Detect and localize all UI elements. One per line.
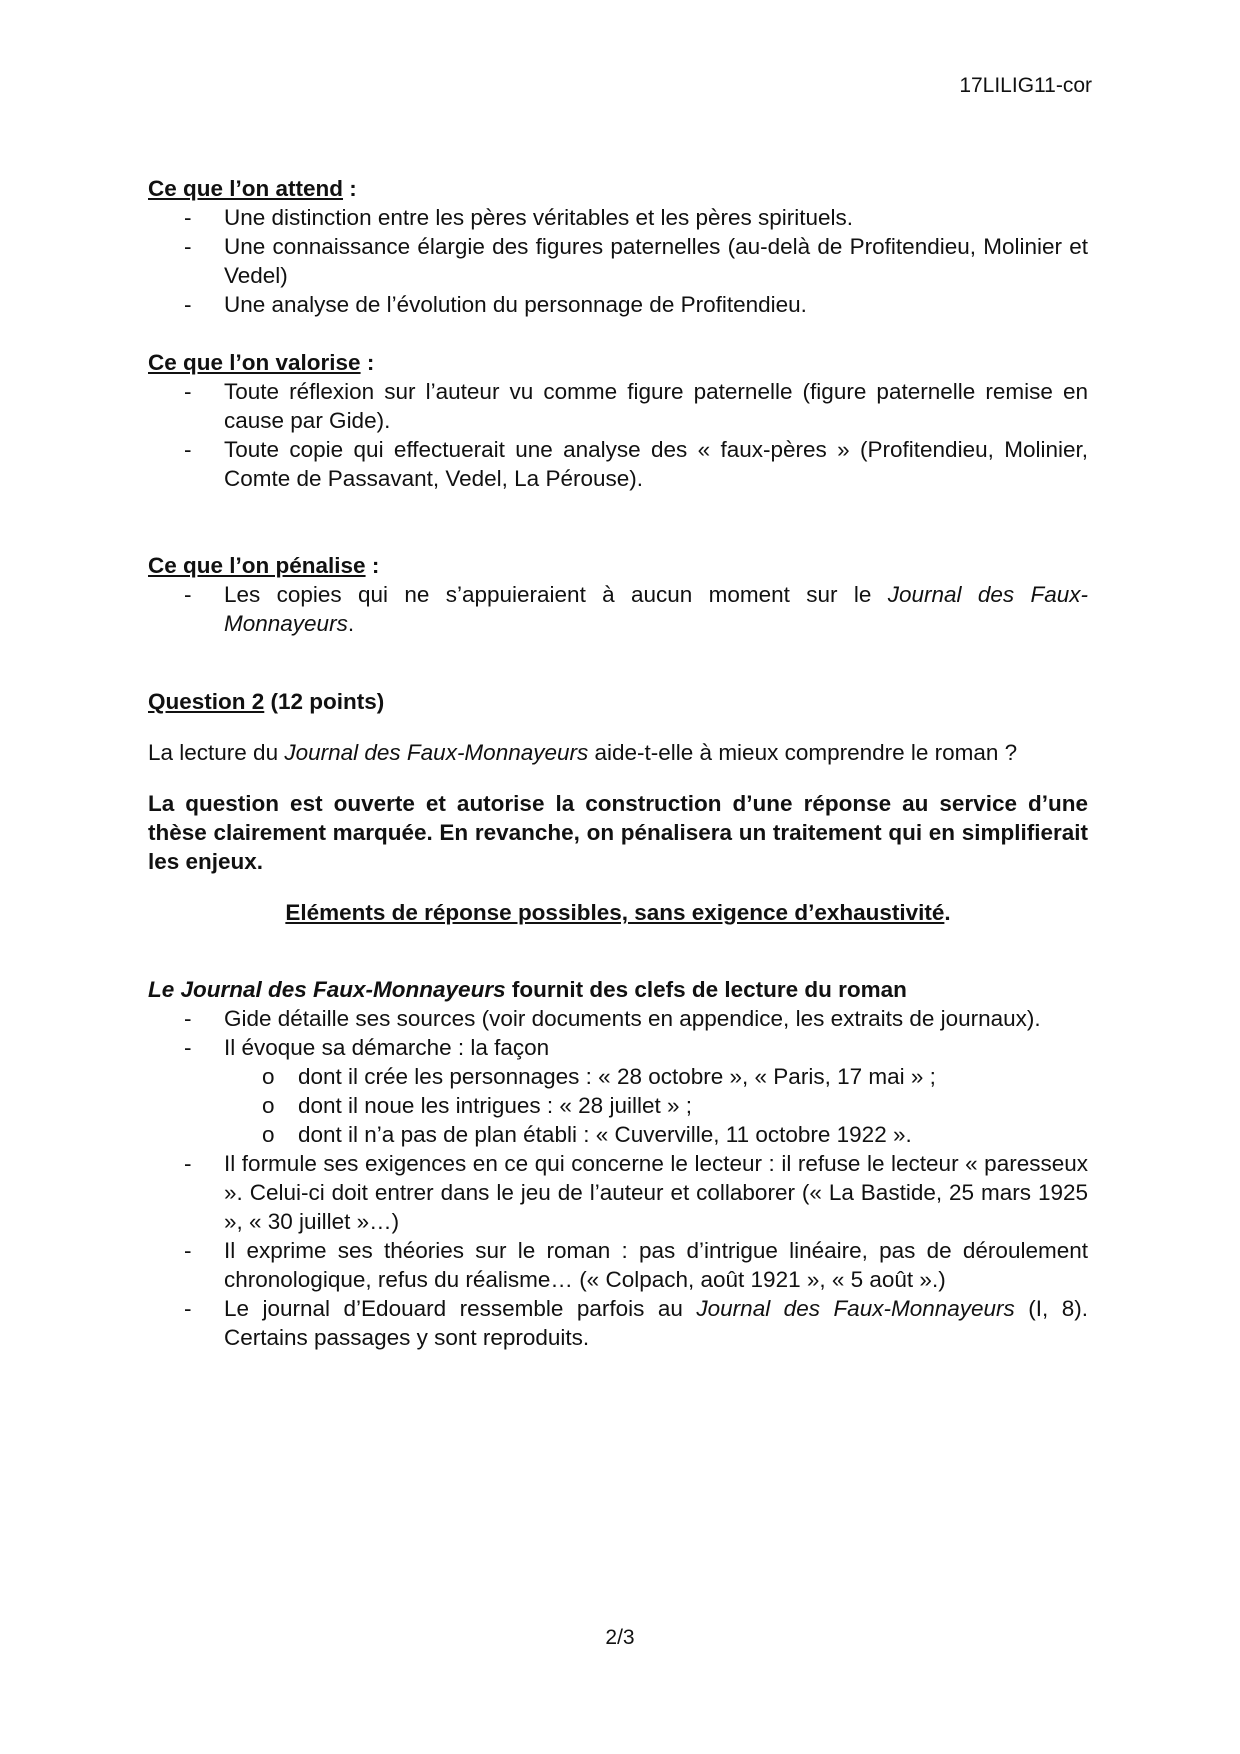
section-heading xyxy=(148,975,1088,1004)
attend-item-1: Une distinction entre les pères véritables et les pères spirituels. xyxy=(224,205,854,230)
penalise-item-text: Les copies qui ne s’appuieraient à aucun moment sur le xyxy=(224,582,888,607)
list-item: - Il formule ses exigences en ce qui concerne le lecteur : il refuse le lecteur « paresseux ». Celui-ci doit entrer dans le jeu de l’auteur et collaborer (« La Bastide, 25 mars 1925 », « 30 juillet »…) xyxy=(184,1151,1088,1234)
document-body xyxy=(148,174,1088,1352)
section-subitem-1: dont il crée les personnages : « 28 octobre », « Paris, 17 mai » ; xyxy=(298,1064,936,1089)
elements-dot: . xyxy=(944,900,951,925)
section-subitem-2: dont il noue les intrigues : « 28 juillet » ; xyxy=(298,1093,692,1118)
question-2-guidance: La question est ouverte et autorise la construction d’une réponse au service d’une thèse clairement marquée. En revanche, on pénalisera un traitement qui en simplifierait les enjeux. xyxy=(148,791,1088,874)
section-item-5-end: (I, 8). Certains passages y sont reproduits. xyxy=(224,1296,1088,1350)
list-item: - Il évoque sa démarche : la façon o dont il crée les personnages : « 28 octobre », « Paris, 17 mai » ; o dont il noue les intrigues : « 28 juillet » ; o dont il n’a pas de plan établi : « Cuverville, 11 octobre 1922 ». xyxy=(148,1033,1088,1149)
list-item: - Une connaissance élargie des figures paternelles (au-delà de Profitendieu, Molinier et Vedel) xyxy=(184,234,1088,288)
sublist-item: o dont il crée les personnages : « 28 octobre », « Paris, 17 mai » ; xyxy=(262,1064,936,1089)
list-item: - Une analyse de l’évolution du personnage de Profitendieu. xyxy=(184,292,807,317)
valorise-colon: : xyxy=(360,350,375,375)
section-item-2: Il évoque sa démarche : la façon xyxy=(224,1035,550,1060)
section-item-5-title: Journal des Faux-Monnayeurs xyxy=(696,1296,1015,1321)
question-text-title: Journal des Faux-Monnayeurs xyxy=(284,740,589,765)
valorise-title: Ce que l’on valorise xyxy=(148,350,361,375)
attend-item-3: Une analyse de l’évolution du personnage de Profitendieu. xyxy=(224,292,807,317)
penalise-colon: : xyxy=(365,553,380,578)
section-title-rest: fournit des clefs de lecture du roman xyxy=(505,977,907,1002)
sublist-item: o dont il n’a pas de plan établi : « Cuverville, 11 octobre 1922 ». xyxy=(262,1122,912,1147)
attend-title: Ce que l’on attend xyxy=(148,176,344,201)
list-item: - Il exprime ses théories sur le roman : pas d’intrigue linéaire, pas de déroulement chronologique, refus du réalisme… (« Colpach, août 1921 », « 5 août ».) xyxy=(184,1238,1088,1292)
section-subitem-3: dont il n’a pas de plan établi : « Cuverville, 11 octobre 1922 ». xyxy=(298,1122,912,1147)
question-text-end: aide-t-elle à mieux comprendre le roman ? xyxy=(588,740,1018,765)
penalise-item-title: Journal des Faux-Monnayeurs xyxy=(224,582,1088,636)
section-item-3: Il formule ses exigences en ce qui concerne le lecteur : il refuse le lecteur « paresseux ». Celui-ci doit entrer dans le jeu de l’auteur et collaborer (« La Bastide, 25 mars 1925 », « 30 juillet »…) xyxy=(224,1151,1088,1234)
attend-item-2: Une connaissance élargie des figures paternelles (au-delà de Profitendieu, Molinier et Vedel) xyxy=(224,234,1088,288)
valorise-item-2: Toute copie qui effectuerait une analyse des « faux-pères » (Profitendieu, Molinier, Comte de Passavant, Vedel, La Pérouse). xyxy=(224,437,1088,491)
valorise-list xyxy=(148,377,1088,493)
section-list xyxy=(148,1004,1088,1352)
attend-heading xyxy=(148,174,1088,203)
question-2-text xyxy=(148,738,1088,767)
section-item-5-start: Le journal d’Edouard ressemble parfois au xyxy=(224,1296,697,1321)
list-item: - Les copies qui ne s’appuieraient à aucun moment sur le Journal des Faux-Monnayeurs. xyxy=(184,582,1088,636)
document-reference: 17LILIG11-cor xyxy=(959,74,1092,97)
valorise-item-1: Toute réflexion sur l’auteur vu comme figure paternelle (figure paternelle remise en cause par Gide). xyxy=(224,379,1088,433)
question-2-label: Question 2 xyxy=(148,689,265,714)
page-number: 2/3 xyxy=(605,1626,635,1649)
penalise-title: Ce que l’on pénalise xyxy=(148,553,366,578)
question-2-heading xyxy=(148,687,1088,716)
attend-colon: : xyxy=(343,176,357,201)
elements-heading xyxy=(148,898,1088,927)
question-text-start: La lecture du xyxy=(148,740,285,765)
section-item-1: Gide détaille ses sources (voir documents en appendice, les extraits de journaux). xyxy=(224,1006,1041,1031)
question-2-points: (12 points) xyxy=(264,689,385,714)
elements-title: Eléments de réponse possibles, sans exigence d’exhaustivité xyxy=(285,900,945,925)
list-item: - Gide détaille ses sources (voir documents en appendice, les extraits de journaux). xyxy=(184,1006,1041,1031)
section-item-4: Il exprime ses théories sur le roman : pas d’intrigue linéaire, pas de déroulement chronologique, refus du réalisme… (« Colpach, août 1921 », « 5 août ».) xyxy=(224,1238,1088,1292)
list-item: - Le journal d’Edouard ressemble parfois au Journal des Faux-Monnayeurs (I, 8). Certains passages y sont reproduits. xyxy=(184,1296,1088,1350)
sublist-item: o dont il noue les intrigues : « 28 juillet » ; xyxy=(262,1093,692,1118)
list-item: - Toute copie qui effectuerait une analyse des « faux-pères » (Profitendieu, Molinier, Comte de Passavant, Vedel, La Pérouse). xyxy=(184,437,1088,491)
penalise-item-end: . xyxy=(347,611,355,636)
section-sublist xyxy=(224,1062,1088,1149)
section-title-italic: Le Journal des Faux-Monnayeurs xyxy=(148,977,506,1002)
penalise-heading xyxy=(148,551,1088,580)
attend-list xyxy=(148,203,1088,319)
valorise-heading xyxy=(148,348,1088,377)
list-item: - Toute réflexion sur l’auteur vu comme figure paternelle (figure paternelle remise en cause par Gide). xyxy=(184,379,1088,433)
penalise-list xyxy=(148,580,1088,638)
list-item: - Une distinction entre les pères véritables et les pères spirituels. xyxy=(184,205,854,230)
